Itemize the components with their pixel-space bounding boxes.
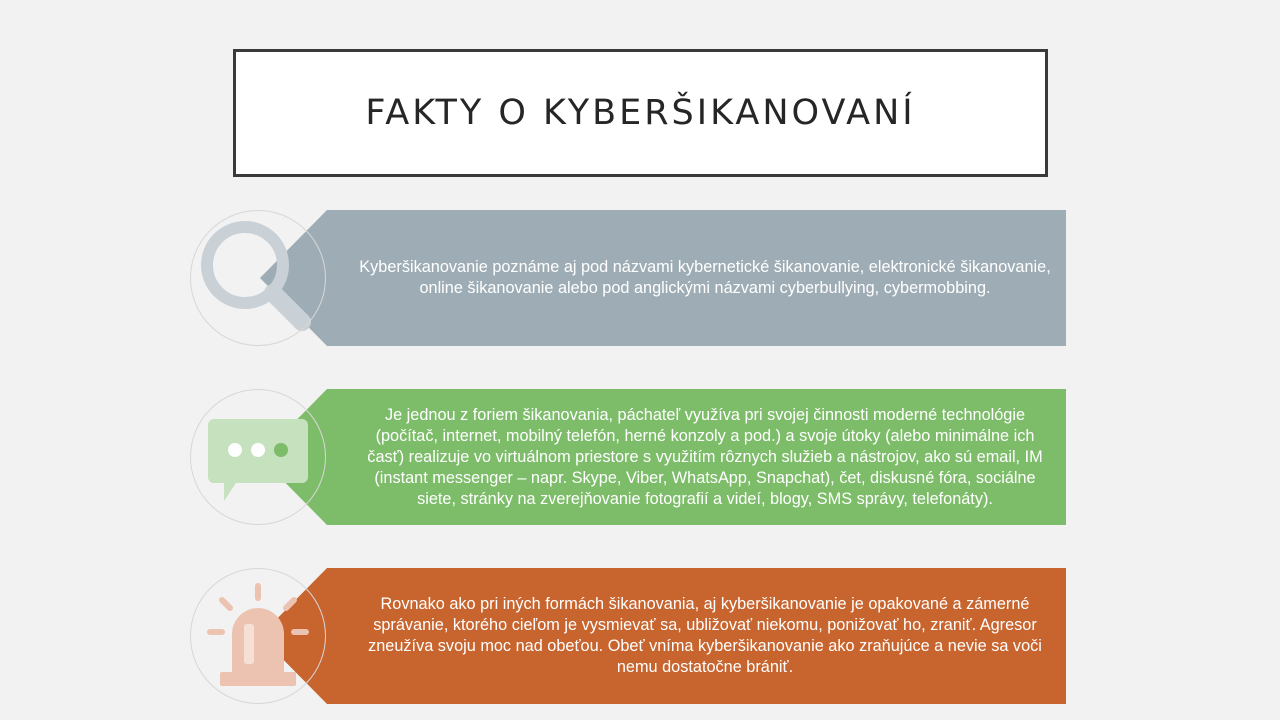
alarm-light-icon — [190, 568, 326, 704]
fact-text-3: Rovnako ako pri iných formách šikanovania, aj kyberšikanovanie je opakované a zámerné správanie, ktorého cieľom je vysmievať sa, ubližovať niekomu, ponižovať ho, zraniť. Agresor zneužíva svoju moc nad obeťou. Obeť vníma kyberšikanovanie ako zraňujúce a nevie sa voči nemu dostatočne brániť. — [368, 595, 1042, 676]
magnifier-icon — [190, 210, 326, 346]
chat-bubble-icon — [190, 389, 326, 525]
fact-text-1: Kyberšikanovanie poznáme aj pod názvami kybernetické šikanovanie, elektronické šikanovanie, online šikanovanie alebo pod anglickými názvami cyberbullying, cybermobbing. — [359, 258, 1051, 297]
slide-title: FAKTY O KYBERŠIKANOVANÍ — [365, 93, 916, 133]
fact-row-2 — [0, 387, 1280, 527]
fact-row-1 — [0, 208, 1280, 348]
title-box — [233, 49, 1048, 177]
fact-row-3 — [0, 566, 1280, 706]
fact-text-2: Je jednou z foriem šikanovania, páchateľ využíva pri svojej činnosti moderné technológie (počítač, internet, mobilný telefón, herné konzoly a pod.) a svoje útoky (alebo minimálne ich časť) realizuje vo virtuálnom priestore s využitím rôznych služieb a nástrojov, ako sú email, IM (instant messenger – napr. Skype, Viber, WhatsApp, Snapchat), čet, diskusné fóra, sociálne siete, stránky na zverejňovanie fotografií a videí, blogy, SMS správy, telefonáty). — [367, 405, 1043, 508]
